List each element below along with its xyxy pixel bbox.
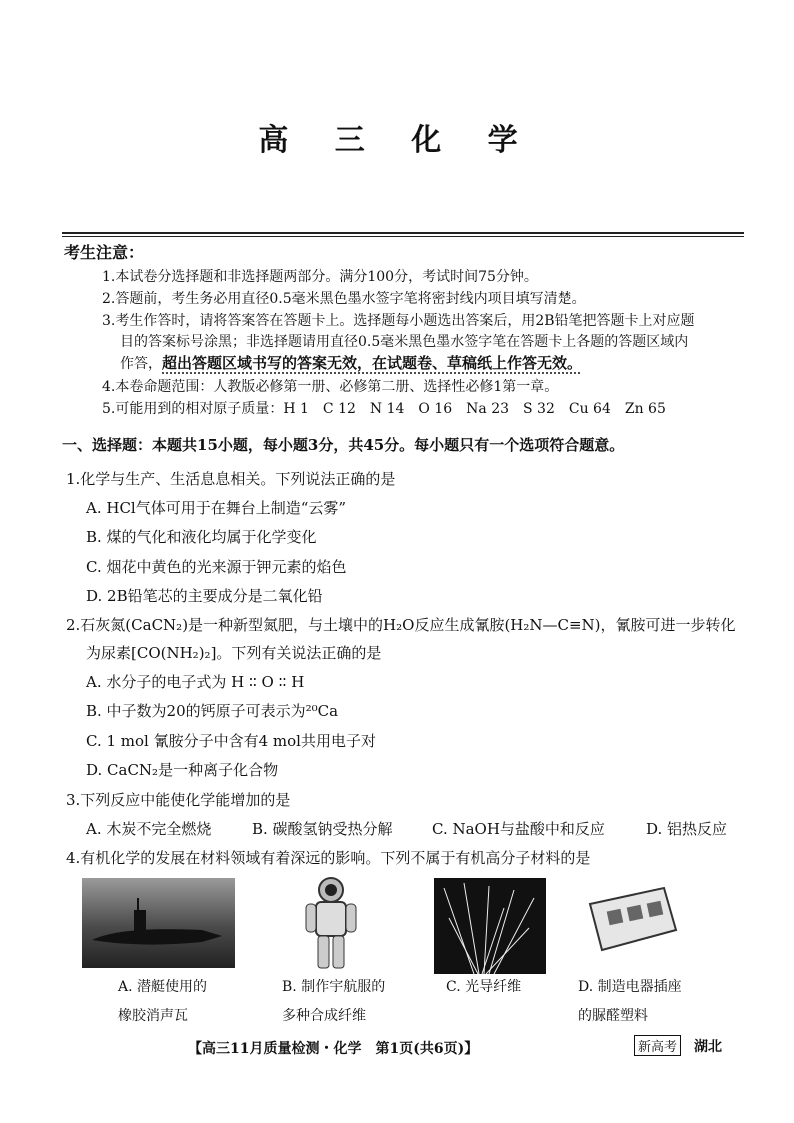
power-strip-icon [584, 884, 680, 956]
q1-option-b: B. 煤的气化和液化均属于化学变化 [86, 528, 317, 546]
power-strip-image [584, 884, 680, 956]
q2-option-d: D. CaCN₂是一种离子化合物 [86, 761, 279, 779]
page-footer: 【高三11月质量检测・化学 第1页(共6页)】 [188, 1041, 479, 1057]
q4-caption-b2: 多种合成纤维 [282, 1008, 366, 1024]
q4-stem: 4.有机化学的发展在材料领域有着深远的影响。下列不属于有机高分子材料的是 [66, 849, 591, 867]
q4-caption-d2: 的脲醛塑料 [578, 1008, 648, 1024]
q2-stem-line1: 2.石灰氮(CaCN₂)是一种新型氮肥，与土壤中的H₂O反应生成氰胺(H₂N—C≡N)，氰胺可进一步转化 [66, 616, 736, 634]
notice-item-4: 4.本卷命题范围：人教版必修第一册、必修第二册、选择性必修1第一章。 [102, 379, 559, 395]
q2-option-b: B. 中子数为20的钙原子可表示为²⁰Ca [86, 702, 339, 720]
q3-option-b: B. 碳酸氢钠受热分解 [252, 820, 393, 838]
fiber-icon [434, 878, 546, 974]
q3-stem: 3.下列反应中能使化学能增加的是 [66, 791, 291, 809]
q3-option-d: D. 铝热反应 [646, 820, 728, 838]
q1-option-c: C. 烟花中黄色的光来源于钾元素的焰色 [86, 558, 347, 576]
spacesuit-image [300, 876, 362, 972]
notice-emphasis: 超出答题区域书写的答案无效，在试题卷、草稿纸上作答无效。 [162, 354, 583, 372]
notice-item-3-prefix: 作答， [120, 356, 162, 372]
notice-item-2: 2.答题前，考生务必用直径0.5毫米黑色墨水签字笔将密封线内项目填写清楚。 [102, 291, 586, 307]
notice-item-3: 3.考生作答时，请将答案答在答题卡上。选择题每小题选出答案后，用2B铅笔把答题卡上对应题 [102, 313, 695, 329]
header-rule [62, 232, 744, 234]
notice-heading: 考生注意： [64, 243, 145, 262]
q3-option-a: A. 木炭不完全燃烧 [86, 820, 212, 838]
header-rule-thin [62, 236, 744, 237]
q1-stem: 1.化学与生产、生活息息相关。下列说法正确的是 [66, 470, 396, 488]
optical-fiber-image [434, 878, 546, 974]
submarine-icon [82, 878, 235, 968]
notice-item-1: 1.本试卷分选择题和非选择题两部分。满分100分，考试时间75分钟。 [102, 269, 538, 285]
q2-option-a: A. 水分子的电子式为 H ∶∶ O ∶∶ H [86, 673, 305, 691]
notice-item-5: 5.可能用到的相对原子质量：H 1 C 12 N 14 O 16 Na 23 S 32 Cu 64 Zn 65 [102, 401, 666, 417]
section-heading: 一、选择题：本题共15小题，每小题3分，共45分。每小题只有一个选项符合题意。 [62, 436, 625, 454]
q4-caption-b1: B. 制作宇航服的 [282, 979, 386, 995]
astronaut-icon [300, 876, 362, 972]
q4-caption-c1: C. 光导纤维 [446, 979, 522, 995]
notice-item-3-cont: 目的答案标号涂黑；非选择题请用直径0.5毫米黑色墨水签字笔在答题卡上各题的答题区域内 [120, 334, 689, 350]
q2-option-c: C. 1 mol 氰胺分子中含有4 mol共用电子对 [86, 732, 376, 750]
region-label: 湖北 [694, 1039, 722, 1055]
brand-badge: 新高考 [634, 1035, 681, 1056]
q4-caption-d1: D. 制造电器插座 [578, 979, 682, 995]
q4-caption-a1: A. 潜艇使用的 [118, 979, 208, 995]
q1-option-d: D. 2B铅笔芯的主要成分是二氧化铅 [86, 587, 323, 605]
q1-option-a: A. HCl气体可用于在舞台上制造“云雾” [86, 499, 347, 517]
notice-item-3-end [120, 352, 582, 373]
submarine-image [82, 878, 235, 968]
page-title: 高 三 化 学 [258, 123, 536, 158]
q3-option-c: C. NaOH与盐酸中和反应 [432, 820, 605, 838]
q4-caption-a2: 橡胶消声瓦 [118, 1008, 188, 1024]
q2-stem-line2: 为尿素[CO(NH₂)₂]。下列有关说法正确的是 [86, 644, 382, 662]
